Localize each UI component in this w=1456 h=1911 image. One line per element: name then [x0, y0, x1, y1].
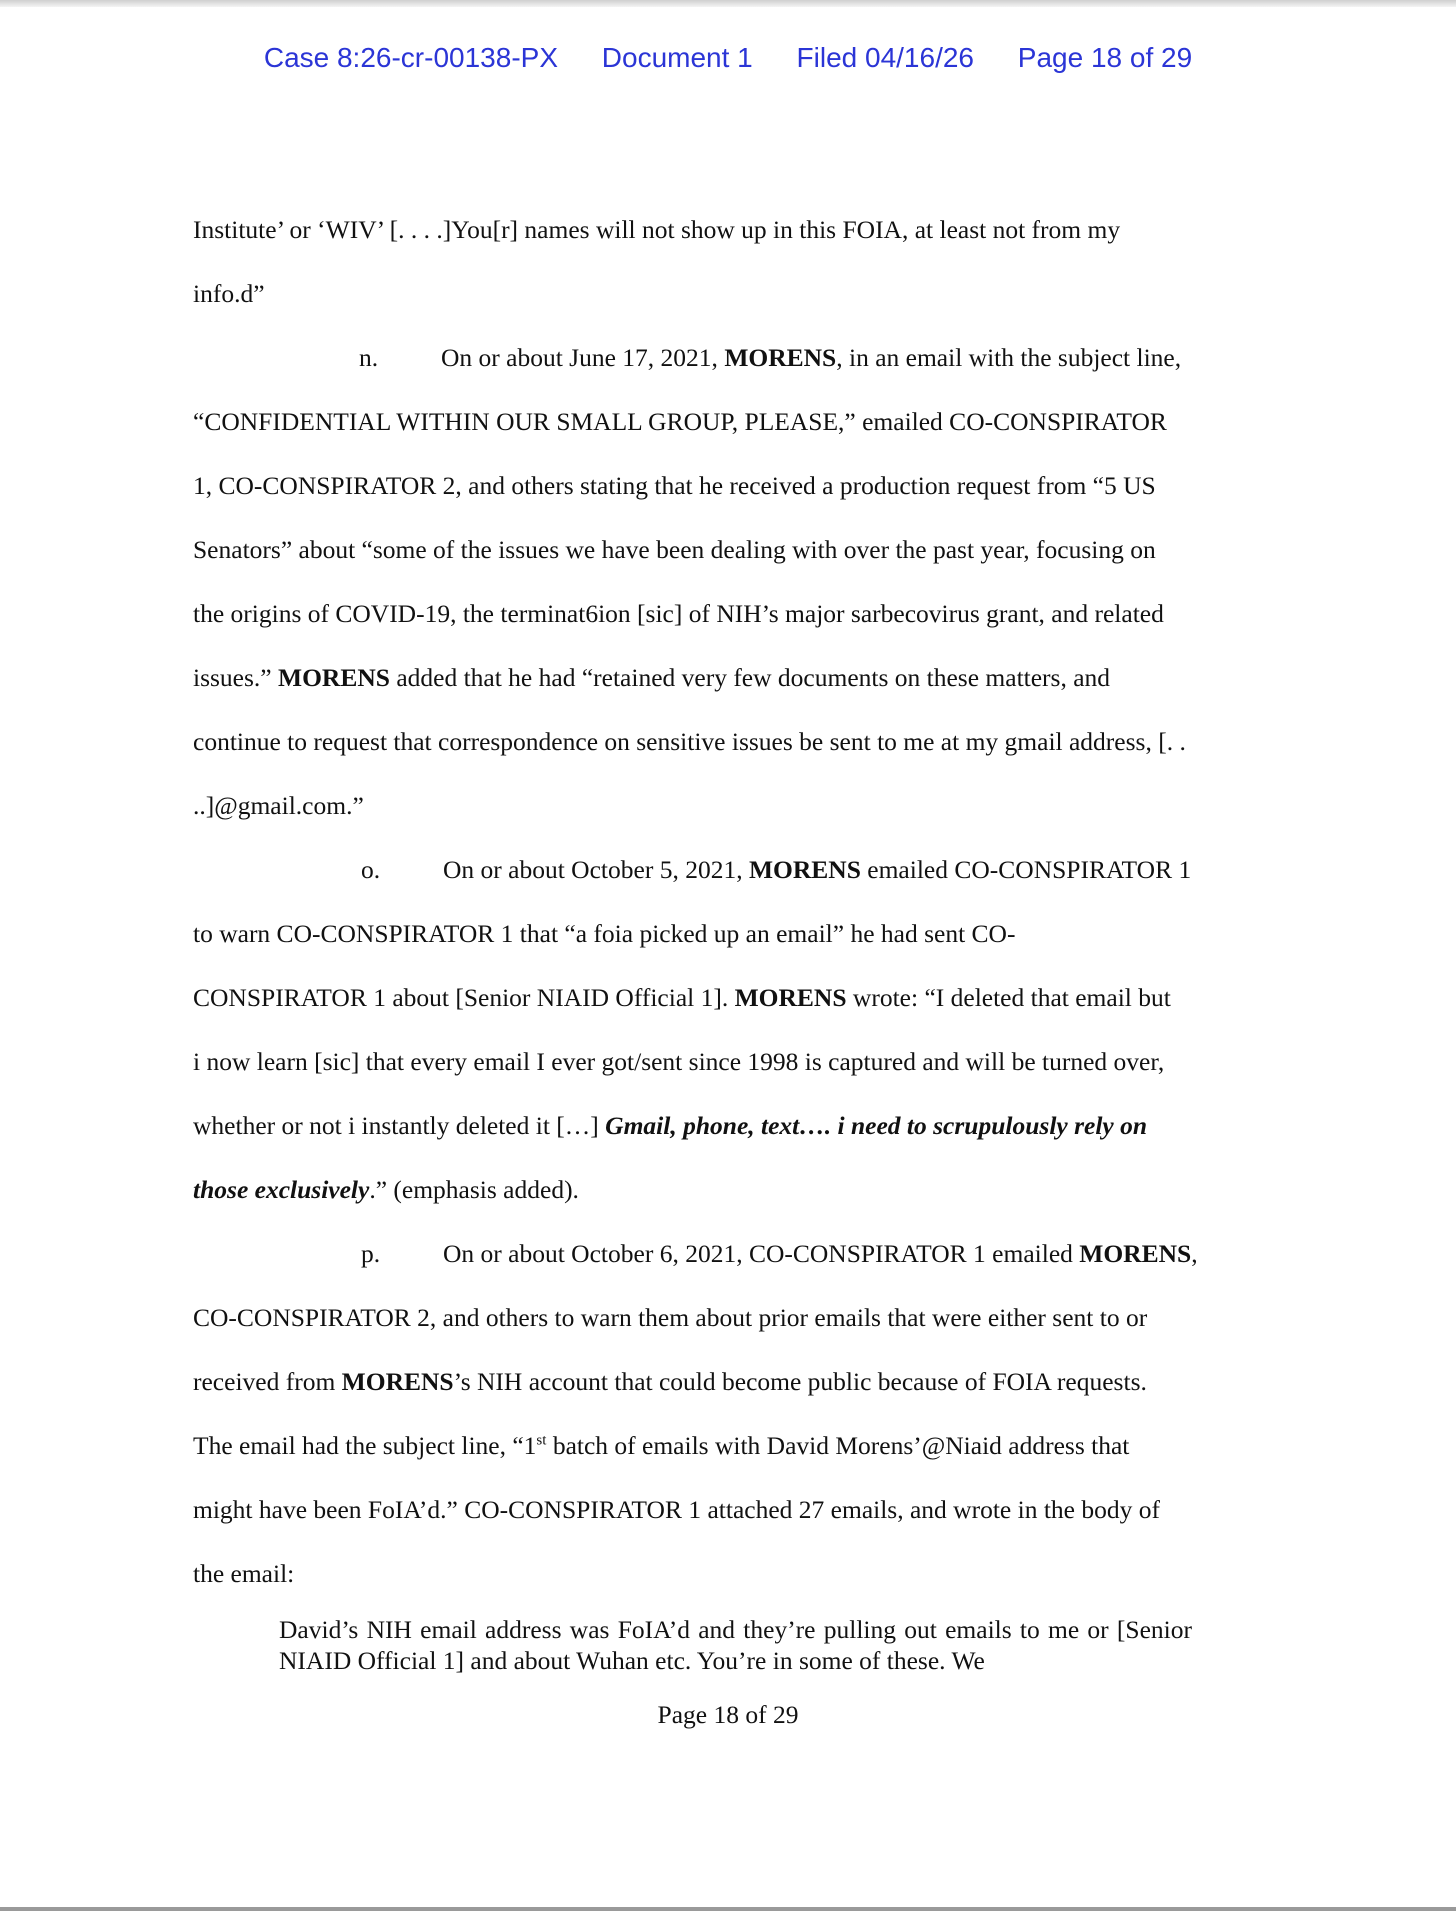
paragraph-marker: n. — [359, 343, 379, 372]
ecf-header — [0, 42, 1456, 74]
text-line: might have been FoIA’d.” CO-CONSPIRATOR 1 attached 27 emails, and wrote in the body of — [193, 1495, 1160, 1524]
text-line: The email had the subject line, “1st batch of emails with David Morens’@Niaid address that — [193, 1431, 1130, 1460]
page-top-edge — [0, 0, 1456, 7]
footer-page-number: Page 18 of 29 — [657, 1700, 799, 1729]
paragraph-marker: p. — [361, 1239, 381, 1268]
text-line: whether or not i instantly deleted it […] Gmail, phone, text…. i need to scrupulously rely on — [193, 1111, 1148, 1140]
text-line: to warn CO-CONSPIRATOR 1 that “a foia picked up an email” he had sent CO- — [193, 919, 1016, 948]
text-line: Senators” about “some of the issues we have been dealing with over the past year, focusing on — [193, 535, 1156, 564]
text-line: CO-CONSPIRATOR 2, and others to warn them about prior emails that were either sent to or — [193, 1303, 1148, 1332]
paragraph-p-start: p. On or about October 6, 2021, CO-CONSPIRATOR 1 emailed MORENS, — [193, 1234, 1273, 1298]
text-line: the email: — [193, 1559, 295, 1588]
text-line: the origins of COVID-19, the terminat6ion [sic] of NIH’s major sarbecovirus grant, and related — [193, 599, 1164, 628]
document-body — [193, 210, 1273, 1618]
text-line: Institute’ or ‘WIV’ [. . . .]You[r] names will not show up in this FOIA, at least not from my — [193, 215, 1121, 244]
page-bottom-edge — [0, 1907, 1456, 1911]
text-line: CONSPIRATOR 1 about [Senior NIAID Official 1]. MORENS wrote: “I deleted that email but — [193, 983, 1171, 1012]
paragraph-marker: o. — [361, 855, 381, 884]
text-line: issues.” MORENS added that he had “retained very few documents on these matters, and — [193, 663, 1111, 692]
text-line: those exclusively.” (emphasis added). — [193, 1175, 579, 1204]
block-quote: David’s NIH email address was FoIA’d and they’re pulling out emails to me or [Senior NIAID Official 1] and about Wuhan etc. You’re in some of these. We — [279, 1615, 1192, 1675]
text-line: i now learn [sic] that every email I ever got/sent since 1998 is captured and will be turned over, — [193, 1047, 1165, 1076]
document-number: Document 1 — [601, 42, 753, 73]
case-number: Case 8:26-cr-00138-PX — [263, 42, 558, 73]
header-page-number: Page 18 of 29 — [1017, 42, 1193, 73]
paragraph-o-start: o. On or about October 5, 2021, MORENS emailed CO-CONSPIRATOR 1 — [193, 850, 1273, 914]
text-line: “CONFIDENTIAL WITHIN OUR SMALL GROUP, PLEASE,” emailed CO-CONSPIRATOR — [193, 407, 1167, 436]
paragraph-n-start: n. On or about June 17, 2021, MORENS, in an email with the subject line, — [193, 338, 1273, 402]
text-line: received from MORENS’s NIH account that could become public because of FOIA requests. — [193, 1367, 1147, 1396]
text-line: ..]@gmail.com.” — [193, 791, 364, 820]
text-line: info.d” — [193, 279, 265, 308]
text-line: 1, CO-CONSPIRATOR 2, and others stating that he received a production request from “5 US — [193, 471, 1156, 500]
filed-date: Filed 04/16/26 — [796, 42, 974, 73]
text-line: continue to request that correspondence on sensitive issues be sent to me at my gmail address, [. . — [193, 727, 1186, 756]
